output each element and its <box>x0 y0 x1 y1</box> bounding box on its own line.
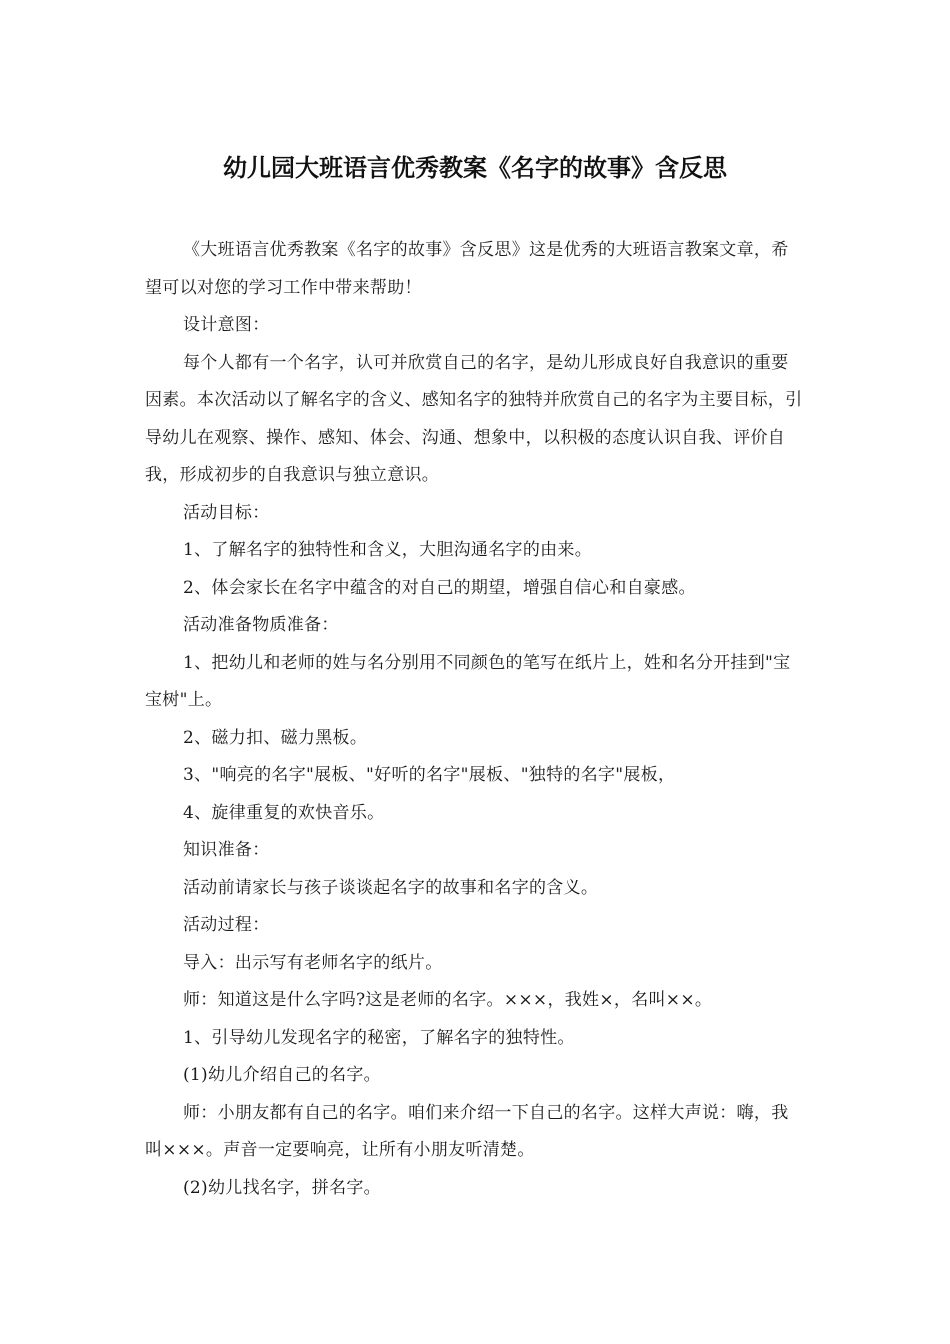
design-intent-paragraph: 每个人都有一个名字，认可并欣赏自己的名字，是幼儿形成良好自我意识的重要因素。本次活动以了解名字的含义、感知名字的独特并欣赏自己的名字为主要目标，引导幼儿在观察、操作、感知、体会、沟通、想象中，以积极的态度认识自我、评价自我，形成初步的自我意识与独立意识。 <box>145 352 803 485</box>
prep-item: 2、磁力扣、磁力黑板。 <box>183 727 368 748</box>
process-step: 1、引导幼儿发现名字的秘密，了解名字的独特性。 <box>183 1027 575 1048</box>
process-paragraph: 师：知道这是什么字吗?这是老师的名字。×××，我姓×，名叫××。 <box>183 990 713 1010</box>
section-heading-knowledge-prep: 知识准备： <box>183 840 270 860</box>
prep-item: 1、把幼儿和老师的姓与名分别用不同颜色的笔写在纸片上，姓和名分开挂到"宝宝树"上。 <box>145 652 791 710</box>
document-title: 幼儿园大班语言优秀教案《名字的故事》含反思 <box>223 154 727 182</box>
document-body <box>145 232 805 1207</box>
process-substep: (2)幼儿找名字，拼名字。 <box>183 1177 381 1198</box>
goal-item: 1、了解名字的独特性和含义，大胆沟通名字的由来。 <box>183 540 593 560</box>
section-heading-material-prep: 活动准备物质准备： <box>183 615 339 635</box>
intro-paragraph: 《大班语言优秀教案《名字的故事》含反思》这是优秀的大班语言教案文章，希望可以对您的学习工作中带来帮助！ <box>145 240 789 298</box>
section-heading-activity-goals: 活动目标： <box>183 502 270 523</box>
process-substep: (1)幼儿介绍自己的名字。 <box>183 1065 381 1085</box>
process-paragraph: 导入：出示写有老师名字的纸片。 <box>183 952 443 973</box>
prep-item: 4、旋律重复的欢快音乐。 <box>183 802 385 823</box>
goal-item: 2、体会家长在名字中蕴含的对自己的期望，增强自信心和自豪感。 <box>183 577 696 598</box>
prep-item: 3、"响亮的名字"展板、"好听的名字"展板、"独特的名字"展板， <box>183 765 676 785</box>
section-heading-design-intent: 设计意图： <box>183 315 270 335</box>
process-paragraph: 师：小朋友都有自己的名字。咱们来介绍一下自己的名字。这样大声说：嗨，我叫×××。声音一定要响亮，让所有小朋友听清楚。 <box>145 1102 789 1160</box>
knowledge-prep-paragraph: 活动前请家长与孩子谈谈起名字的故事和名字的含义。 <box>183 877 599 898</box>
section-heading-activity-process: 活动过程： <box>183 915 270 935</box>
